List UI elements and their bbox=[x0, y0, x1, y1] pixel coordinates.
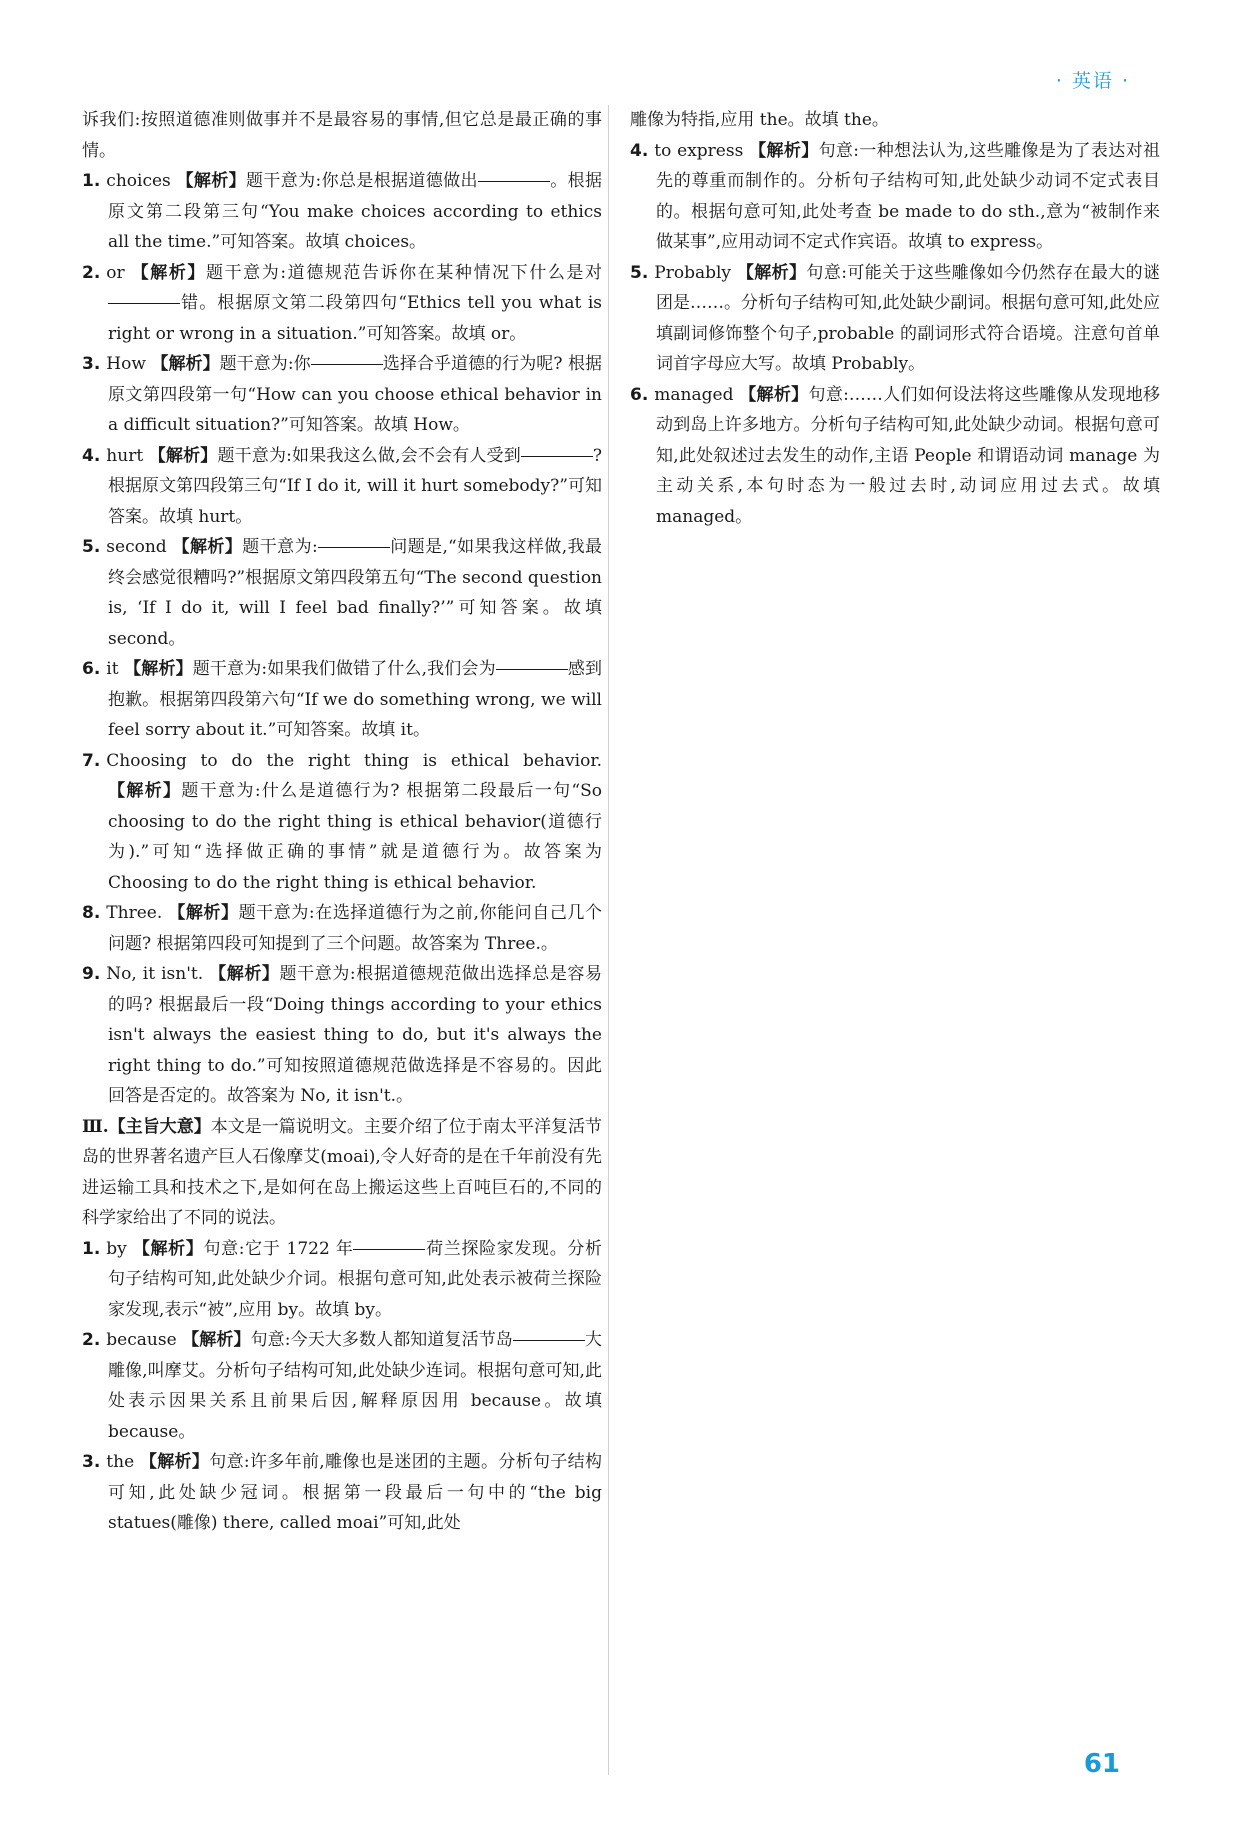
blank-line bbox=[353, 1248, 425, 1250]
continuation-text: 雕像为特指,应用 the。故填 the。 bbox=[630, 110, 889, 130]
right-column bbox=[630, 105, 1160, 532]
blank-line bbox=[108, 302, 180, 304]
blank-line bbox=[496, 668, 568, 670]
left-column bbox=[82, 105, 602, 1539]
blank-line bbox=[478, 180, 550, 182]
answer-item: 2. because 【解析】句意:今天大多数人都知道复活节岛 大雕像,叫摩艾。分析句子结构可知,此处缺少连词。根据句意可知,此处表示因果关系且前果后因,解释原因用 because。故填 because。 bbox=[82, 1330, 603, 1442]
answer-item: 3. How 【解析】题干意为:你 选择合乎道德的行为呢? 根据原文第四段第一句“How can you choose ethical behavior in a difficult situation?”可知答案。故填 How。 bbox=[82, 354, 602, 435]
answer-item: 6. it 【解析】题干意为:如果我们做错了什么,我们会为 感到抱歉。根据第四段第六句“If we do something wrong, we will feel sorry about it.”可知答案。故填 it。 bbox=[82, 659, 603, 740]
page-number: 61 bbox=[1083, 1749, 1120, 1779]
answer-item: 5. Probably 【解析】句意:可能关于这些雕像如今仍然存在最大的谜团是……。分析句子结构可知,此处缺少副词。根据句意可知,此处应填副词修饰整个句子,probable 的副词形式符合语境。注意句首单词首字母应大写。故填 Probably。 bbox=[630, 262, 1160, 374]
answer-item: 6. managed 【解析】句意:……人们如何设法将这些雕像从发现地移动到岛上许多地方。分析句子结构可知,此处缺少动词。根据句意可知,此处叙述过去发生的动作,主语 People 和谓语动词 manage 为主动关系,本句时态为一般过去时,动词应用过去式。故填 managed。 bbox=[630, 384, 1161, 527]
answer-item: 3. the 【解析】句意:许多年前,雕像也是迷团的主题。分析句子结构可知,此处缺少冠词。根据第一段最后一句中的“the big statues(雕像) there, called moai”可知,此处 bbox=[82, 1452, 603, 1533]
answer-item: 1. choices 【解析】题干意为:你总是根据道德做出 。根据原文第二段第三句“You make choices according to ethics all the time.”可知答案。故填 choices。 bbox=[82, 171, 603, 252]
subject-header: · 英语 · bbox=[1055, 70, 1130, 92]
answer-item: 9. No, it isn't. 【解析】题干意为:根据道德规范做出选择总是容易的吗? 根据最后一段“Doing things according to your ethics isn't always the easiest thing to do, but it's always the right thing to do.”可知按照道德规范做选择是不容易的。因此回答是否定的。故答案为 No, it isn't.。 bbox=[82, 964, 603, 1106]
answer-item: 1. by 【解析】句意:它于 1722 年 荷兰探险家发现。分析句子结构可知,此处缺少介词。根据句意可知,此处表示被荷兰探险家发现,表示“被”,应用 by。故填 by。 bbox=[82, 1238, 602, 1320]
intro-text: 诉我们:按照道德准则做事并不是最容易的事情,但它总是最正确的事情。 bbox=[82, 110, 602, 161]
blank-line bbox=[318, 546, 390, 548]
answer-item: 4. to express 【解析】句意:一种想法认为,这些雕像是为了表达对祖先的尊重而制作的。分析句子结构可知,此处缺少动词不定式表目的。根据句意可知,此处考查 be made to do sth.,意为“被制作来做某事”,应用动词不定式作宾语。故填 to express。 bbox=[630, 140, 1161, 252]
blank-line bbox=[521, 455, 593, 457]
answer-item: 2. or 【解析】题干意为:道德规范告诉你在某种情况下什么是对错。根据原文第二段第四句“Ethics tell you what is right or wrong in a situation.”可知答案。故填 or。 bbox=[82, 262, 603, 344]
blank-line bbox=[311, 363, 383, 365]
answer-item: 7. Choosing to do the right thing is ethical behavior. 【解析】题干意为:什么是道德行为? 根据第二段最后一句“So choosing to do the right thing is ethical behavior(道德行为).”可知“选择做正确的事情”就是道德行为。故答案为 Choosing to do the right thing is ethical behavior. bbox=[82, 750, 602, 893]
answer-item: 4. hurt 【解析】题干意为:如果我这么做,会不会有人受到 ? 根据原文第四段第三句“If I do it, will it hurt somebody?”可知答案。故填 hurt。 bbox=[82, 445, 602, 527]
answer-item: 8. Three. 【解析】题干意为:在选择道德行为之前,你能问自己几个问题? 根据第四段可知提到了三个问题。故答案为 Three.。 bbox=[82, 903, 603, 954]
answer-item: 5. second 【解析】题干意为: 问题是,“如果我这样做,我最终会感觉很糟吗?”根据原文第四段第五句“The second question is, ‘If I do it, will I feel bad finally?’”可知答案。故填 second。 bbox=[82, 537, 603, 649]
blank-line bbox=[513, 1339, 585, 1341]
section-3-summary: Ⅲ.【主旨大意】本文是一篇说明文。主要介绍了位于南太平洋复活节岛的世界著名遗产巨人石像摩艾(moai),令人好奇的是在千年前没有先进运输工具和技术之下,是如何在岛上搬运这些上百吨巨石的,不同的科学家给出了不同的说法。 bbox=[82, 1116, 603, 1228]
